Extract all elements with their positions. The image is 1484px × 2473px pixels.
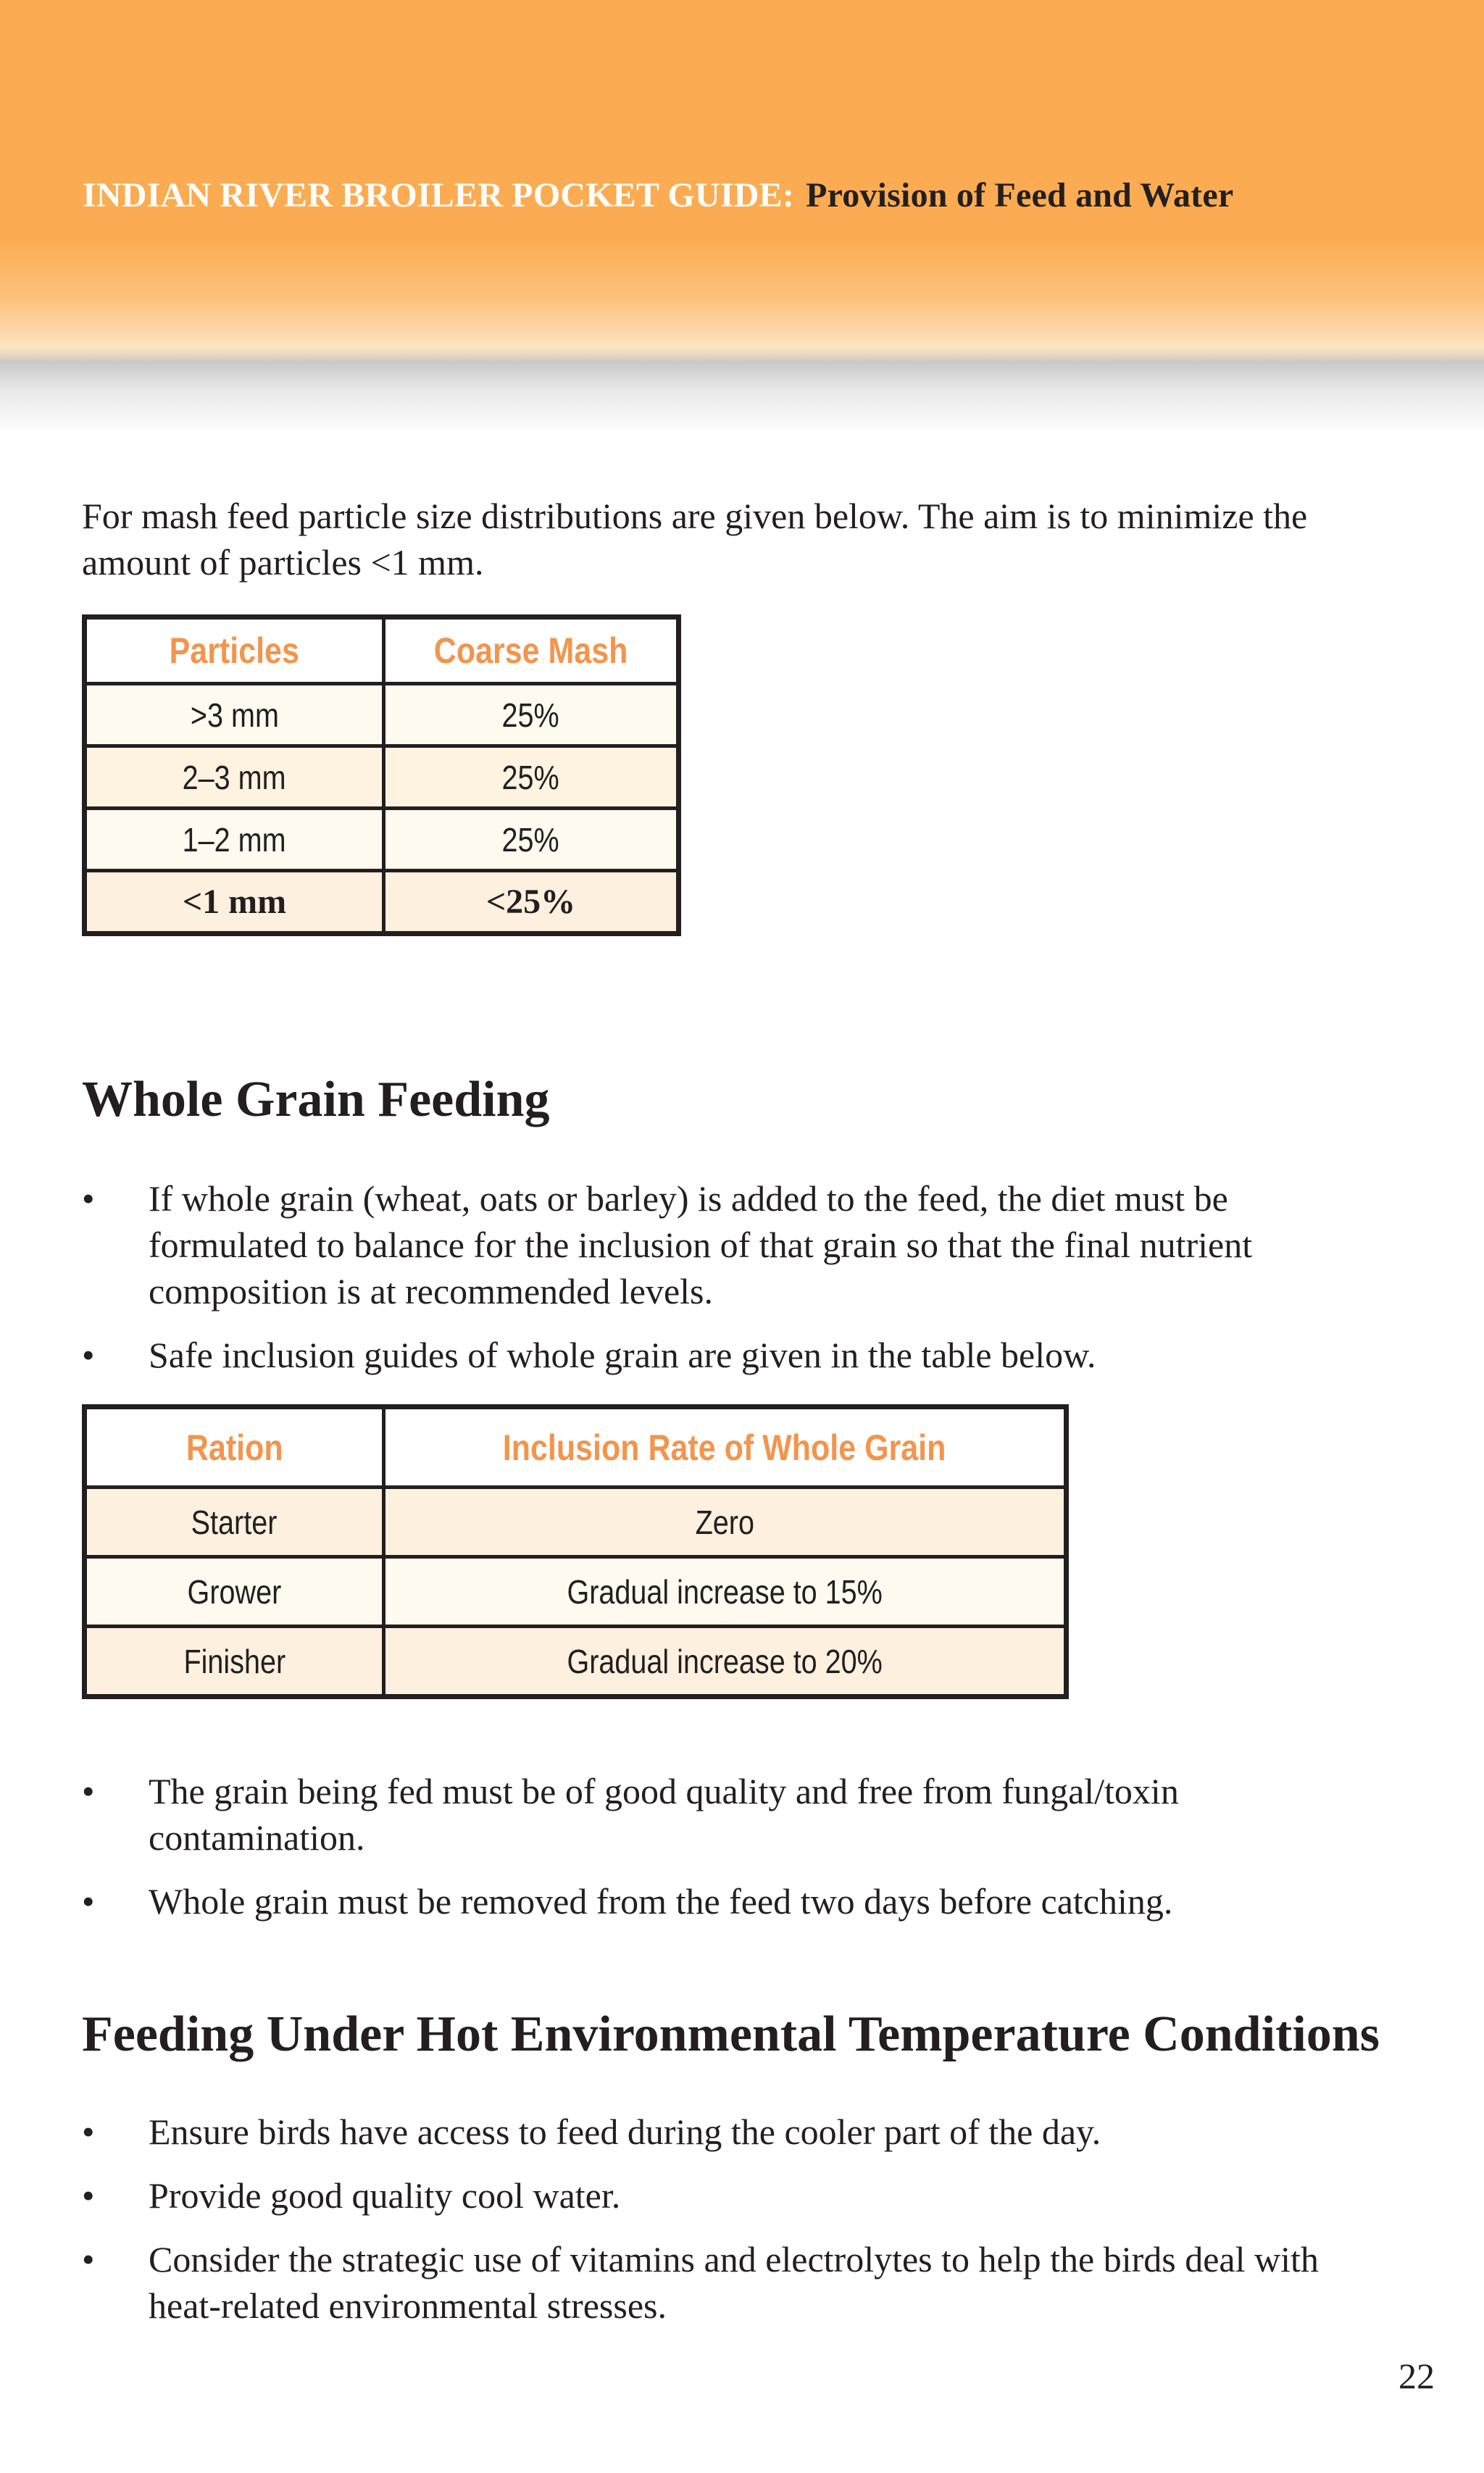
table-cell: <25% [384, 871, 679, 934]
list-item: • The grain being fed must be of good quality and free from fungal/toxin contamination. [82, 1768, 1386, 1861]
table-cell: Gradual increase to 15% [384, 1557, 1067, 1627]
table-row [85, 1557, 1067, 1627]
table-row [85, 1488, 1067, 1557]
list-item: • Whole grain must be removed from the feed two days before catching. [82, 1878, 1386, 1924]
table-row [85, 684, 679, 746]
table-row [85, 871, 679, 934]
guide-title: INDIAN RIVER BROILER POCKET GUIDE: [83, 176, 795, 214]
bullet-icon: • [82, 1771, 95, 1811]
whole-grain-table [82, 1404, 1069, 1699]
table-cell: Grower [85, 1557, 384, 1627]
table-header-row [85, 1407, 1067, 1488]
table-cell: <1 mm [85, 871, 384, 934]
bullet-icon: • [82, 1335, 95, 1375]
list-item: • Safe inclusion guides of whole grain are given in the table below. [82, 1332, 1386, 1378]
bullet-icon: • [82, 2111, 95, 2152]
hot-conditions-heading: Feeding Under Hot Environmental Temperature Conditions [82, 2006, 1380, 2062]
list-item: • If whole grain (wheat, oats or barley) is added to the feed, the diet must be formulated to balance for the inclusion of that grain so that the final nutrient composition is at recommended levels. [82, 1175, 1386, 1314]
bullet-icon: • [82, 1881, 95, 1922]
column-header-particles: Particles [85, 617, 384, 684]
bullet-icon: • [82, 1178, 95, 1219]
table-cell: Gradual increase to 20% [384, 1627, 1067, 1697]
whole-grain-bullets-after [82, 1768, 1386, 1942]
table-cell: 25% [384, 746, 679, 809]
table-header-row [85, 617, 679, 684]
table-row [85, 746, 679, 809]
list-item: • Provide good quality cool water. [82, 2172, 1386, 2219]
table-cell: 25% [384, 809, 679, 871]
table-cell: Finisher [85, 1627, 384, 1697]
table-cell: >3 mm [85, 684, 384, 746]
column-header-inclusion-rate: Inclusion Rate of Whole Grain [384, 1407, 1067, 1488]
table-cell: Starter [85, 1488, 384, 1557]
whole-grain-bullets [82, 1175, 1386, 1396]
table-cell: 25% [384, 684, 679, 746]
table-cell: Zero [384, 1488, 1067, 1557]
table-row [85, 1627, 1067, 1697]
hot-conditions-bullets [82, 2109, 1386, 2346]
page-header [83, 175, 1233, 215]
table-cell: 2–3 mm [85, 746, 384, 809]
particles-table [82, 614, 681, 936]
list-item: • Consider the strategic use of vitamins and electrolytes to help the birds deal with heat-related environmental stresses. [82, 2236, 1386, 2329]
column-header-coarse-mash: Coarse Mash [384, 617, 679, 684]
list-item: • Ensure birds have access to feed during the cooler part of the day. [82, 2109, 1386, 2155]
table-row [85, 809, 679, 871]
bullet-icon: • [82, 2175, 95, 2216]
column-header-ration: Ration [85, 1407, 384, 1488]
table-cell: 1–2 mm [85, 809, 384, 871]
bullet-icon: • [82, 2239, 95, 2280]
section-title: Provision of Feed and Water [806, 176, 1234, 214]
header-band [0, 0, 1484, 435]
page-number: 22 [1398, 2356, 1435, 2396]
intro-paragraph: For mash feed particle size distributions are given below. The aim is to minimize the amount of particles <1 mm. [82, 496, 1308, 583]
whole-grain-heading: Whole Grain Feeding [82, 1072, 550, 1127]
